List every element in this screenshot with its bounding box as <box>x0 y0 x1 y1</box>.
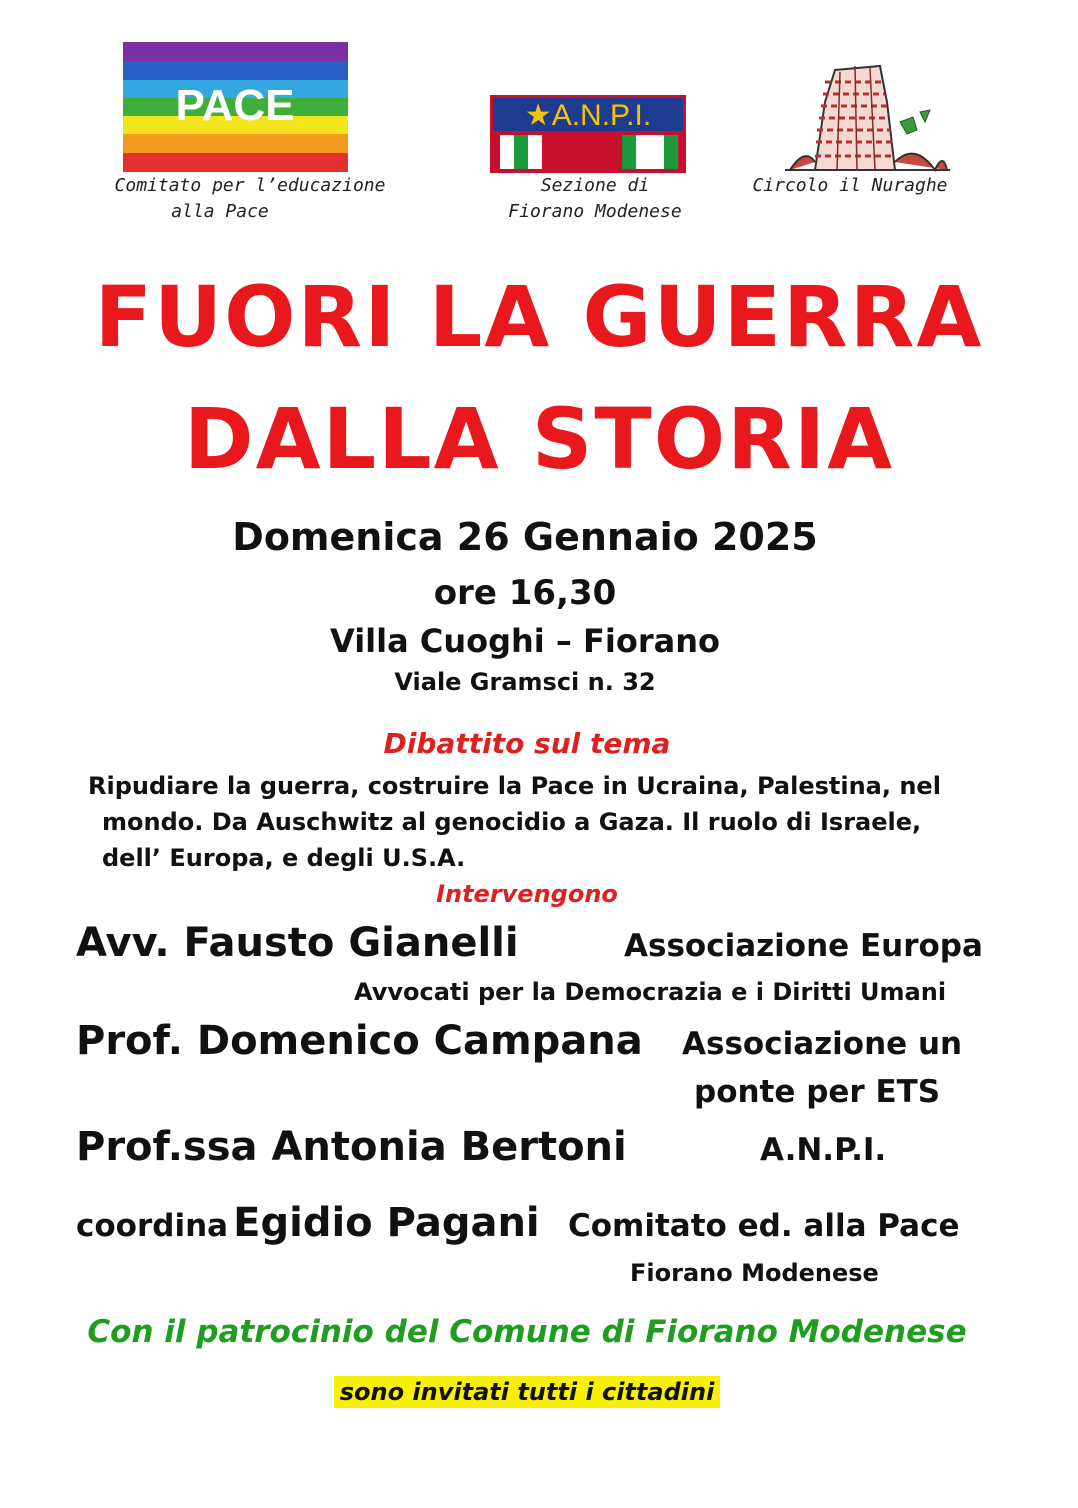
pace-caption <box>95 173 405 225</box>
nuraghe-caption: Circolo il Nuraghe <box>752 175 948 196</box>
speaker-association-detail: Avvocati per la Democrazia e i Diritti Umani <box>354 978 947 1006</box>
coordinator-association: Comitato ed. alla Pace <box>568 1208 960 1244</box>
debate-line1: Ripudiare la guerra, costruire la Pace in Ucraina, Palestina, nel <box>88 772 941 800</box>
debate-heading: Dibattito sul tema <box>383 727 671 760</box>
speaker-association: Associazione un <box>682 1026 963 1062</box>
pace-flag-logo <box>123 42 348 172</box>
title-line2: DALLA STORIA <box>183 390 895 488</box>
speaker-name: Prof. Domenico Campana <box>76 1018 643 1064</box>
speaker-name: Avv. Fausto Gianelli <box>76 920 519 966</box>
debate-text <box>88 768 1048 876</box>
coordinator-prefix: coordina <box>76 1208 229 1244</box>
patronage-text: Con il patrocinio del Comune di Fiorano Modenese <box>87 1314 967 1350</box>
coordinator-association-detail: Fiorano Modenese <box>630 1259 879 1287</box>
coordinator-name: Egidio Pagani <box>233 1200 540 1246</box>
event-venue: Villa Cuoghi – Fiorano <box>330 622 720 660</box>
invitation-wrapper <box>0 1378 1054 1406</box>
event-address: Viale Gramsci n. 32 <box>394 668 656 696</box>
pace-caption-line1: Comitato per l’educazione <box>114 175 386 196</box>
coordinator <box>76 1200 540 1246</box>
speaker-association-detail: ponte per ETS <box>694 1074 941 1110</box>
nuraghe-tower-logo <box>785 62 950 174</box>
event-date: Domenica 26 Gennaio 2025 <box>232 515 818 559</box>
debate-line2: mondo. Da Auschwitz al genocidio a Gaza. Il ruolo di Israele, <box>102 808 922 836</box>
speaker-association: A.N.P.I. <box>760 1132 887 1168</box>
speaker-name: Prof.ssa Antonia Bertoni <box>76 1124 627 1170</box>
invitation-text: sono invitati tutti i cittadini <box>334 1376 721 1408</box>
anpi-caption <box>470 173 720 225</box>
title-line1: FUORI LA GUERRA <box>94 268 984 366</box>
pace-flag-text: PACE <box>175 81 295 130</box>
speaker-association: Associazione Europa <box>624 928 983 964</box>
anpi-caption-line1: Sezione di <box>540 175 650 196</box>
anpi-caption-line2: Fiorano Modenese <box>508 201 682 222</box>
event-time: ore 16,30 <box>433 573 617 613</box>
speakers-heading: Intervengono <box>436 880 618 908</box>
anpi-logo-text: ★A.N.P.I. <box>524 99 652 132</box>
pace-caption-line2: alla Pace <box>171 201 269 222</box>
debate-line3: dell’ Europa, e degli U.S.A. <box>102 844 466 872</box>
anpi-logo <box>490 95 686 173</box>
